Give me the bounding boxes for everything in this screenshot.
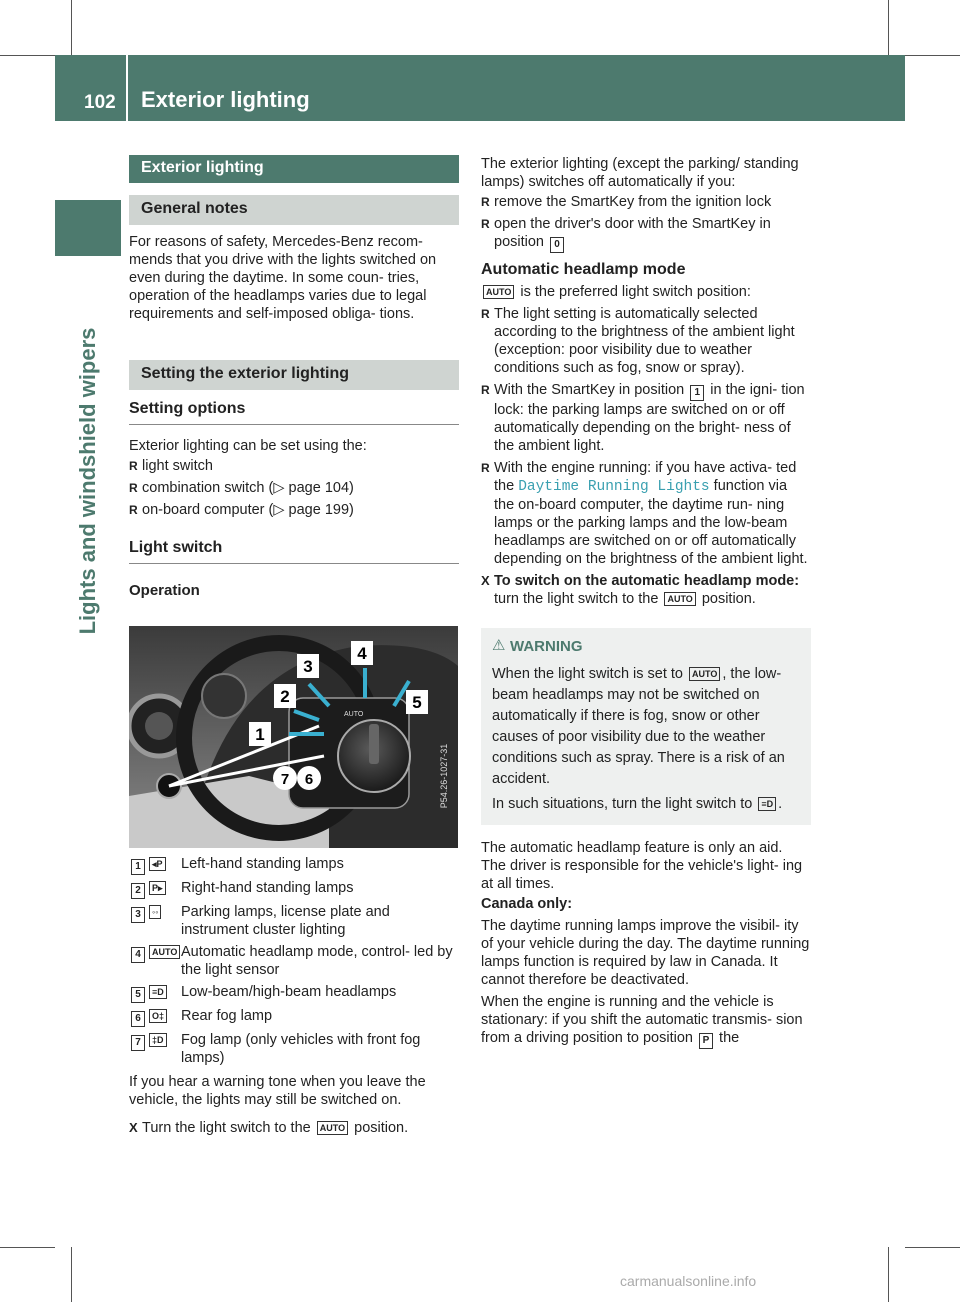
aid-paragraph: The automatic headlamp feature is only an aid. The driver is responsible for the vehicle's light- ing at all times. bbox=[481, 840, 803, 892]
warning-paragraph bbox=[492, 794, 800, 815]
legend-text: Right-hand standing lamps bbox=[181, 880, 354, 896]
warning-title: WARNING bbox=[510, 638, 583, 655]
list-item bbox=[481, 215, 811, 253]
legend-text: Left-hand standing lamps bbox=[181, 856, 344, 872]
canada-text: the bbox=[719, 1030, 740, 1046]
legend-number: 6 bbox=[131, 1011, 145, 1027]
canada-text: When the engine is running and the vehicle is stationary: if you shift the automatic transmis- sion from a driving position to position bbox=[481, 994, 803, 1046]
light-switch-photo bbox=[129, 626, 458, 848]
canada-paragraph bbox=[481, 993, 811, 1049]
legend-text: Rear fog lamp bbox=[181, 1008, 273, 1024]
position-p-key: P bbox=[699, 1033, 713, 1049]
canada-paragraph: The daytime running lamps improve the visibil- ity of your vehicle during the day. The daytime running lamps function is required by law in Canada. It cannot therefore be deactivated. bbox=[481, 918, 810, 988]
step-title: To switch on the automatic headlamp mode: bbox=[494, 573, 800, 589]
page-number: 102 bbox=[84, 92, 116, 113]
air-vent-center bbox=[145, 712, 173, 740]
position-1-key: 1 bbox=[690, 385, 704, 401]
right-column bbox=[481, 155, 811, 1049]
legend-text: Low-beam/high-beam headlamps bbox=[181, 984, 397, 1000]
list-item[interactable]: R combination switch (▷ page 104) bbox=[129, 479, 459, 497]
callout-4: 4 bbox=[357, 644, 367, 663]
list-item: R The light setting is automatically selected according to the brightness of the ambient light (exception: poor visibility due to weather conditions such as fog, snow or spray). bbox=[481, 305, 811, 377]
list-item-text: function via the on-board computer, the daytime run- ning lamps or the parking lamps and the low-beam headlamps are switched on or off automatically depending on the brightness of the ambient light. bbox=[494, 478, 808, 567]
divider bbox=[129, 563, 459, 564]
list-item: R remove the SmartKey from the ignition lock bbox=[481, 193, 811, 211]
warning-tone-text: If you hear a warning tone when you leave the vehicle, the lights may still be switched on. bbox=[129, 1074, 426, 1108]
light-switch-title: Light switch bbox=[129, 539, 223, 556]
legend-row bbox=[129, 983, 459, 1003]
canada-title: Canada only: bbox=[481, 896, 573, 912]
warning-text: , the low-beam headlamps may not be switched on automatically if there is fog, snow or other causes of poor visibility due to the weather conditions such as spray. There is a risk of an accident. bbox=[492, 666, 785, 787]
crop-mark bbox=[905, 55, 960, 56]
instruction-step bbox=[129, 1119, 459, 1137]
legend-number: 7 bbox=[131, 1035, 145, 1051]
legend-number: 4 bbox=[131, 947, 145, 963]
crop-mark bbox=[0, 1247, 55, 1248]
legend-symbol: P▸ bbox=[149, 881, 166, 895]
crop-mark bbox=[0, 55, 55, 56]
crop-mark bbox=[71, 1247, 72, 1302]
header-divider bbox=[126, 55, 128, 121]
side-tab-label: Lights and windshield wipers bbox=[75, 327, 100, 635]
legend-symbol: ◂P bbox=[149, 857, 166, 871]
list-item-text: With the SmartKey in position bbox=[494, 382, 685, 398]
callout-5: 5 bbox=[412, 693, 422, 712]
legend-number: 3 bbox=[131, 907, 145, 923]
legend-row bbox=[129, 943, 459, 979]
operation-title: Operation bbox=[129, 582, 200, 599]
list-item-text: With the engine running: if you have activa- ted the bbox=[494, 460, 797, 494]
intro-paragraph: The exterior lighting (except the parking/ standing lamps) switches off automatically if you: bbox=[481, 156, 799, 190]
callout-3: 3 bbox=[303, 657, 313, 676]
list-item-text: in the igni- tion lock: the parking lamps are switched on or off automatically depending on the bright- ness of the ambient light. bbox=[494, 382, 805, 454]
step-text: position. bbox=[354, 1120, 409, 1136]
list-item-text: open the driver's door with the SmartKey in position bbox=[494, 216, 771, 250]
setting-options-list bbox=[129, 457, 459, 519]
instruction-step bbox=[481, 572, 811, 608]
auto-symbol: AUTO bbox=[483, 285, 514, 299]
legend-text: Parking lamps, license plate and instrument cluster lighting bbox=[181, 904, 390, 938]
legend-symbol: ◦◦ bbox=[149, 905, 161, 919]
side-tab bbox=[55, 200, 121, 256]
position-0-key: 0 bbox=[550, 237, 564, 253]
legend-symbol: AUTO bbox=[149, 945, 180, 959]
legend-row bbox=[129, 1031, 459, 1067]
crop-mark bbox=[905, 1247, 960, 1248]
auto-mode-intro bbox=[481, 283, 811, 301]
legend-symbol: O‡ bbox=[149, 1009, 167, 1023]
setting-options-title: Setting options bbox=[129, 400, 246, 417]
list-item bbox=[481, 381, 811, 455]
daytime-running-lights-link[interactable]: Daytime Running Lights bbox=[518, 479, 710, 495]
general-notes-paragraph: For reasons of safety, Mercedes-Benz recom- mends that you drive with the lights switched on even during the daytime. In some coun- tries, operation of the headlamps varies due to legal requirements and self-imposed obliga- tions. bbox=[129, 234, 437, 322]
legend-row bbox=[129, 879, 459, 899]
legend-symbol: ≡D bbox=[149, 985, 167, 999]
callout-1: 1 bbox=[255, 725, 265, 744]
left-column-top bbox=[129, 155, 459, 600]
divider bbox=[129, 424, 459, 425]
crop-mark bbox=[888, 1247, 889, 1302]
legend-number: 1 bbox=[131, 859, 145, 875]
knob-grip bbox=[369, 724, 379, 764]
auto-symbol: AUTO bbox=[689, 667, 720, 681]
auto-off-list bbox=[481, 193, 811, 253]
auto-symbol: AUTO bbox=[664, 592, 695, 606]
warning-text: When the light switch is set to bbox=[492, 666, 683, 682]
legend-number: 2 bbox=[131, 883, 145, 899]
low-beam-symbol: ≡D bbox=[758, 797, 776, 811]
warning-text: . bbox=[778, 796, 783, 812]
step-text: turn the light switch to the bbox=[494, 591, 659, 607]
watermark: carmanualsonline.info bbox=[620, 1273, 757, 1289]
legend-symbol: ‡D bbox=[149, 1033, 167, 1047]
general-notes-title: General notes bbox=[129, 195, 459, 225]
list-item bbox=[481, 459, 811, 568]
warning-icon: ⚠ bbox=[492, 637, 506, 654]
list-item[interactable]: R on-board computer (▷ page 199) bbox=[129, 501, 459, 519]
setting-title: Setting the exterior lighting bbox=[129, 360, 459, 390]
warning-box bbox=[481, 628, 811, 825]
legend-row bbox=[129, 855, 459, 875]
auto-symbol: AUTO bbox=[317, 1121, 348, 1135]
warning-text: In such situations, turn the light switch to bbox=[492, 796, 753, 812]
section-title: Exterior lighting bbox=[129, 155, 459, 183]
callout-7: 7 bbox=[280, 771, 290, 788]
legend-text: Automatic headlamp mode, control- led by the light sensor bbox=[181, 944, 453, 978]
crop-mark bbox=[71, 0, 72, 55]
auto-mode-title: Automatic headlamp mode bbox=[481, 261, 686, 278]
step-text: Turn the light switch to the bbox=[142, 1120, 311, 1136]
auto-mode-intro-text: is the preferred light switch position: bbox=[520, 284, 751, 300]
step-text: position. bbox=[701, 591, 756, 607]
legend-number: 5 bbox=[131, 987, 145, 1003]
warning-header bbox=[492, 638, 800, 656]
legend-row bbox=[129, 903, 459, 939]
callout-2: 2 bbox=[280, 687, 290, 706]
legend-text: Fog lamp (only vehicles with front fog lamps) bbox=[181, 1032, 421, 1066]
auto-label: AUTO bbox=[344, 711, 364, 718]
warning-paragraph bbox=[492, 664, 800, 790]
callout-6: 6 bbox=[304, 771, 314, 788]
instrument-dial bbox=[202, 674, 246, 718]
running-title: Exterior lighting bbox=[141, 87, 310, 112]
setting-options-intro: Exterior lighting can be set using the: bbox=[129, 438, 367, 454]
list-item: R light switch bbox=[129, 457, 459, 475]
legend bbox=[129, 855, 459, 1137]
auto-mode-list bbox=[481, 305, 811, 568]
crop-mark bbox=[888, 0, 889, 55]
legend-row bbox=[129, 1007, 459, 1027]
image-code: P54.26-1027-31 bbox=[439, 743, 449, 809]
